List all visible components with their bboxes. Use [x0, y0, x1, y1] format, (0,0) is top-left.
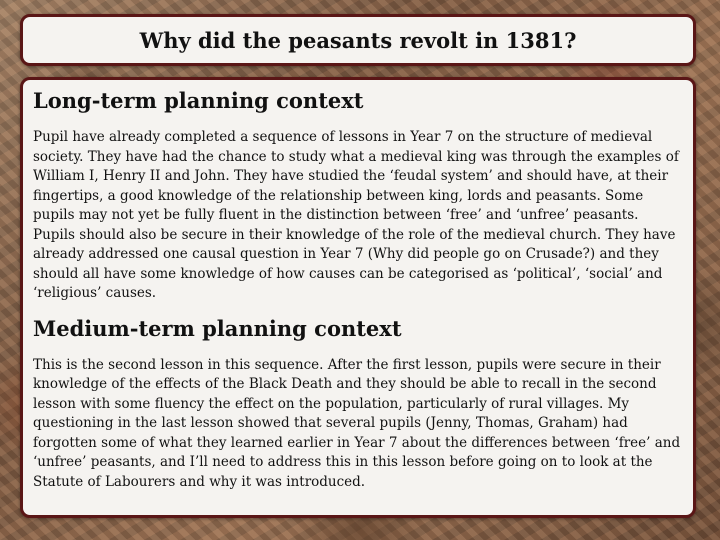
long-term-heading: Long-term planning context	[33, 88, 364, 113]
content-box	[20, 77, 696, 518]
title-box	[20, 14, 696, 66]
medium-term-body: This is the second lesson in this sequence. After the first lesson, pupils were secure in their knowledge of the effects of the Black Death and they should be able to recall in the second lesson with some fluency the effect on the population, particularly of rural villages. My questioning in the last lesson showed that several pupils (Jenny, Thomas, Graham) had forgotten some of what they learned earlier in Year 7 about the differences between ‘free’ and ‘unfree’ peasants, and I’ll need to address this in this lesson before going on to look at the Statute of Labourers and why it was introduced.	[33, 356, 681, 490]
long-term-body: Pupil have already completed a sequence of lessons in Year 7 on the structure of medieval society. They have had the chance to study what a medieval king was through the examples of William I, Henry II and John. They have studied the ‘feudal system’ and should have, at their fingertips, a good knowledge of the relationship between king, lords and peasants. Some pupils may not yet be fully fluent in the distinction between ‘free’ and ‘unfree’ peasants. Pupils should also be secure in their knowledge of the role of the medieval church. They have already addressed one causal question in Year 7 (Why did people go on Crusade?) and they should all have some knowledge of how causes can be categorised as ‘political’, ‘social’ and ‘religious’ causes.	[33, 129, 679, 301]
medium-term-heading: Medium-term planning context	[33, 315, 402, 341]
slide-title: Why did the peasants revolt in 1381?	[139, 27, 577, 53]
